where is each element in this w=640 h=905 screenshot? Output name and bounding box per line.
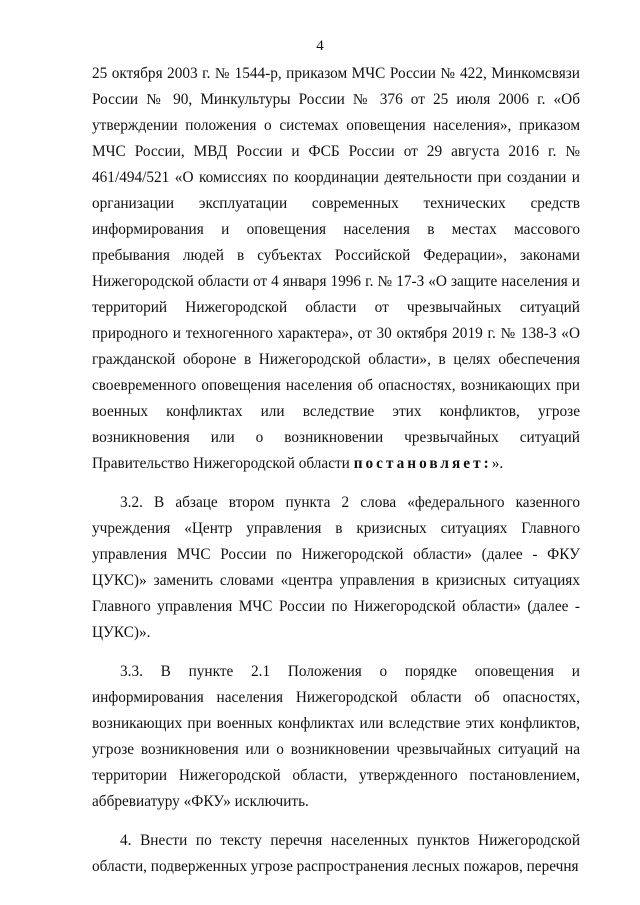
paragraph-3-2: 3.2. В абзаце втором пункта 2 слова «федерального казенного учреждения «Центр управления в кризисных ситуациях Главного управления МЧС России по Нижегородской области» (далее - ФКУ ЦУКС)» заменить словами «центра управления в кризисных ситуациях Главного управления МЧС России по Нижегородской области» (далее - ЦУКС)». [92,494,580,641]
page-number: 4 [316,38,324,54]
paragraph-legal-basis [92,61,580,477]
paragraph-legal-basis-text: 25 октября 2003 г. № 1544-р, приказом МЧС России № 422, Минкомсвязи России № 90, Минкультуры России № 376 от 25 июля 2006 г. «Об утверждении положения о системах оповещения населения», приказом МЧС России, МВД России и ФСБ России от 29 августа 2016 г. № 461/494/521 «О комиссиях по координации деятельности при создании и организации эксплуатации современных технических средств информирования и оповещения населения в местах массового пребывания людей в субъектах Российской Федерации», законами Нижегородской области от 4 января 1996 г. № 17-З «О защите населения и территорий Нижегородской области от чрезвычайных ситуаций природного и техногенного характера», от 30 октября 2019 г. № 138-З «О гражданской обороне в Нижегородской области», в целях обеспечения своевременного оповещения населения об опасностях, возникающих при военных конфликтах или вследствие этих конфликтов, угрозе возникновения или о возникновении чрезвычайных ситуаций Правительство Нижегородской области [92,65,580,472]
paragraph-4: 4. Внести по тексту перечня населенных пунктов Нижегородской области, подверженных угрозе распространения лесных пожаров, перечня [92,832,580,875]
paragraph-legal-basis-ending: ». [491,455,504,472]
document-body [92,61,580,893]
resolution-keyword: постановляет: [353,455,492,472]
paragraph-3-3: 3.3. В пункте 2.1 Положения о порядке оповещения и информирования населения Нижегородской области об опасностях, возникающих при военных конфликтах или вследствие этих конфликтов, угрозе возникновения или о возникновении чрезвычайных ситуаций на территории Нижегородской области, утвержденного постановлением, аббревиатуру «ФКУ» исключить. [92,663,580,810]
